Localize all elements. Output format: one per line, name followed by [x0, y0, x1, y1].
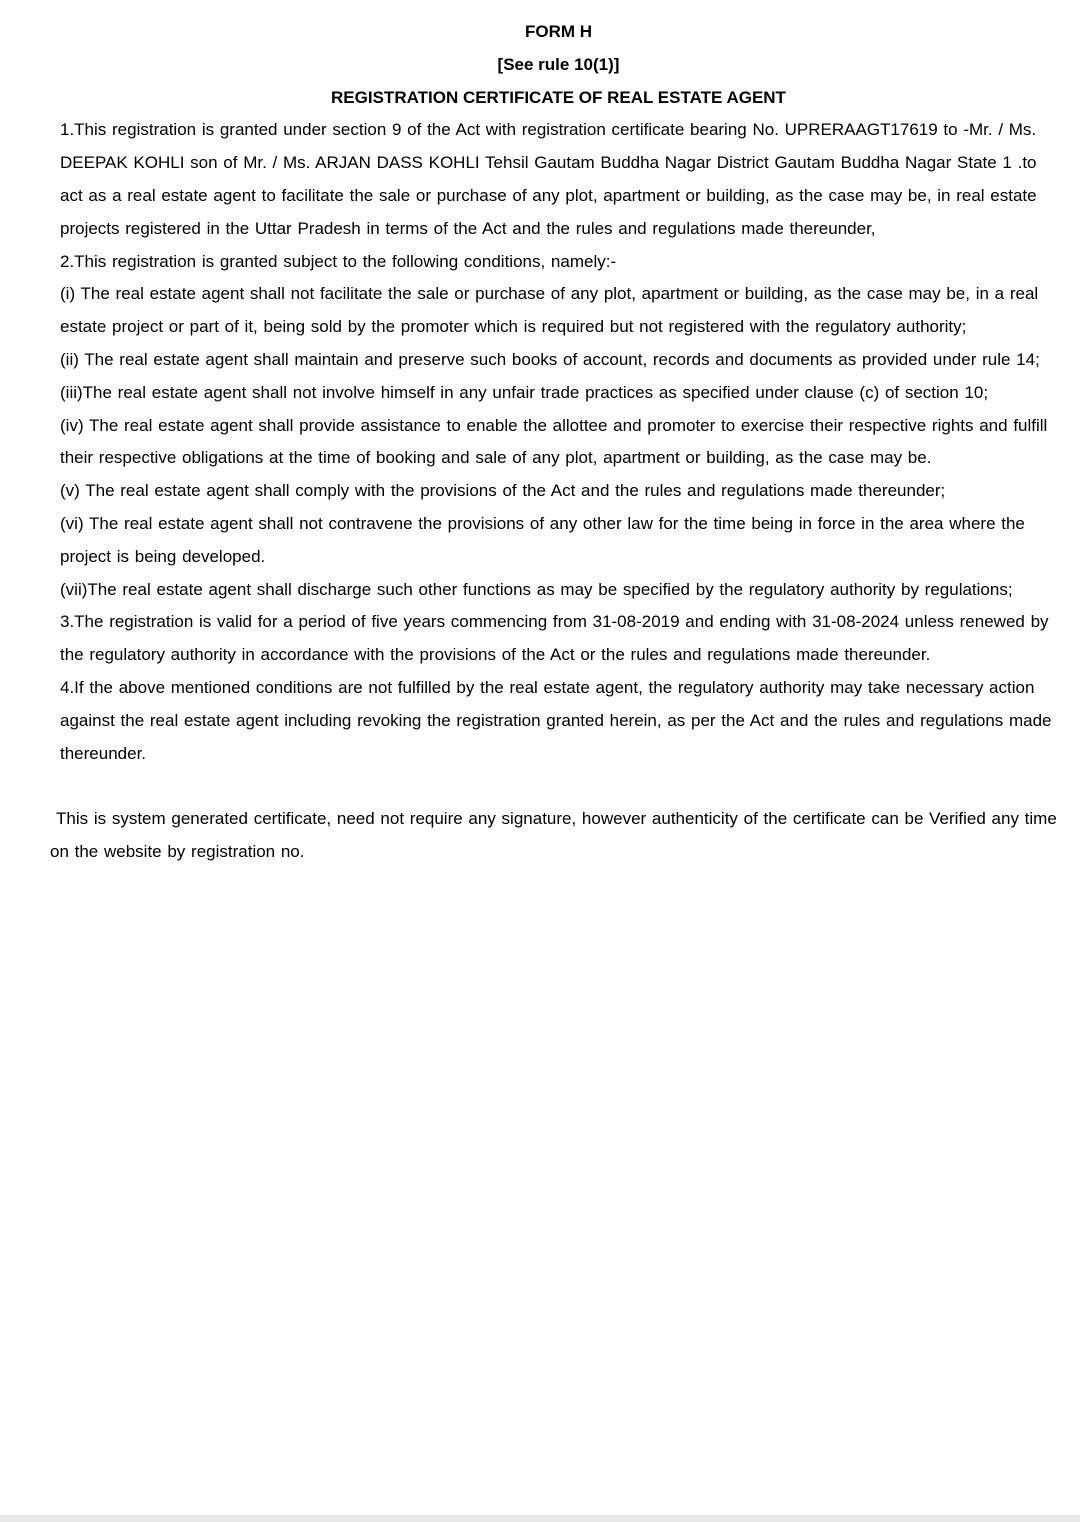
condition-i: (i) The real estate agent shall not facilitate the sale or purchase of any plot, apartment or building, as the case may be, in a real estate project or part of it, being sold by the promoter which is required but not registered with the regulatory authority;	[60, 284, 1039, 337]
condition-iv: (iv) The real estate agent shall provide assistance to enable the allottee and promoter to exercise their respective rights and fulfill their respective obligations at the time of booking and sale of any plot, apartment or building, as the case may be.	[60, 415, 1048, 468]
condition-v: (v) The real estate agent shall comply with the provisions of the Act and the rules and regulations made thereunder;	[60, 481, 946, 501]
condition-vi: (vi) The real estate agent shall not contravene the provisions of any other law for the time being in force in the area where the project is being developed.	[60, 513, 1025, 566]
clause-1-registration-grant: 1.This registration is granted under section 9 of the Act with registration certificate bearing No. UPRERAAGT17619 to -Mr. / Ms. DEEPAK KOHLI son of Mr. / Ms. ARJAN DASS KOHLI Tehsil Gautam Buddha Nagar District Gautam Buddha Nagar State 1 .to act as a real estate agent to facilitate the sale or purchase of any plot, apartment or building, as the case may be, in real estate projects registered in the Uttar Pradesh in terms of the Act and the rules and regulations made thereunder,	[60, 120, 1037, 238]
form-title: FORM H	[524, 22, 593, 41]
condition-vii: (vii)The real estate agent shall discharge such other functions as may be specified by the regulatory authority by regulations;	[60, 579, 1013, 599]
horizontal-scrollbar-track[interactable]	[0, 1515, 1080, 1522]
condition-ii: (ii) The real estate agent shall maintain and preserve such books of account, records and documents as provided under rule 14;	[60, 349, 1040, 369]
condition-iii: (iii)The real estate agent shall not involve himself in any unfair trade practices as specified under clause (c) of section 10;	[60, 382, 989, 402]
clause-4-revocation: 4.If the above mentioned conditions are not fulfilled by the real estate agent, the regulatory authority may take necessary action against the real estate agent including revoking the registration granted herein, as per the Act and the rules and regulations made thereunder.	[60, 677, 1052, 763]
clause-2-conditions-intro: 2.This registration is granted subject to the following conditions, namely:-	[60, 251, 617, 271]
clause-3-validity-period: 3.The registration is valid for a period of five years commencing from 31-08-2019 and ending with 31-08-2024 unless renewed by the regulatory authority in accordance with the provisions of the Act or the rules and regulations made thereunder.	[60, 612, 1049, 665]
system-generated-note: This is system generated certificate, need not require any signature, however authenticity of the certificate can be Verified any time on the website by registration no.	[50, 809, 1057, 861]
rule-reference: [See rule 10(1)]	[497, 54, 620, 74]
certificate-heading: REGISTRATION CERTIFICATE OF REAL ESTATE AGENT	[331, 87, 786, 107]
